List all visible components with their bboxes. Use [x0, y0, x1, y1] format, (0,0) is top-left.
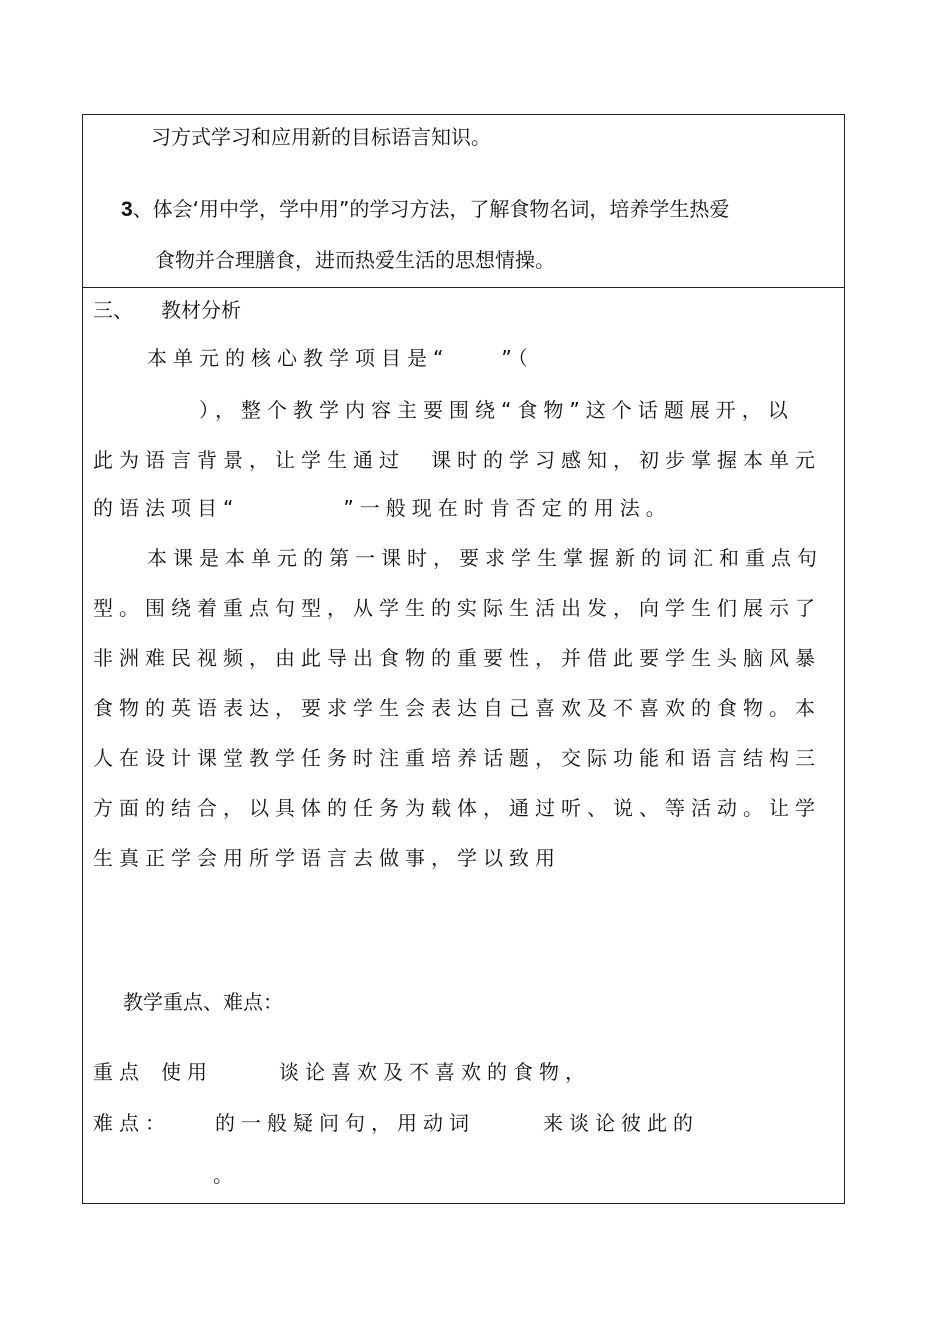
paragraph-line: 本课是本单元的第一课时，要求学生掌握新的词汇和重点句 — [147, 546, 823, 570]
paragraph-line: 食物的英语表达，要求学生会表达自己喜欢及不喜欢的食物。本 — [93, 696, 821, 720]
analysis-cell — [82, 287, 845, 1204]
paragraph-line: 生真正学会用所学语言去做事，学以致用 — [93, 846, 561, 870]
section-number: 三、 — [93, 298, 133, 322]
objective-item-3-cont: 食物并合理膳食，进而热爱生活的思想情操。 — [155, 248, 555, 272]
focus-use: 使用 — [161, 1060, 213, 1084]
paragraph-line: 方面的结合，以具体的任务为载体，通过听、说、等活动。让学 — [93, 796, 821, 820]
key-points-heading: 教学重点、难点： — [123, 990, 283, 1014]
paragraph-line: 此为语言背景，让学生通过 课时的学习感知，初步掌握本单元 — [93, 448, 821, 472]
objective-line: 习方式学习和应用新的目标语言知识。 — [151, 125, 491, 149]
paragraph-line: 人在设计课堂教学任务时注重培养话题，交际功能和语言结构三 — [93, 746, 821, 770]
objective-item-3 — [121, 197, 729, 222]
focus-text: 谈论喜欢及不喜欢的食物， — [279, 1060, 591, 1084]
paragraph-line: 的语法项目“ ”一般现在时肯否定的用法。 — [93, 496, 672, 520]
focus-label: 重点 — [93, 1060, 145, 1084]
paragraph-line: ），整个教学内容主要围绕“食物”这个话题展开，以 — [199, 398, 794, 422]
difficulty-part-1: 的一般疑问句，用动词 — [215, 1111, 475, 1135]
section-title: 教材分析 — [161, 298, 241, 322]
difficulty-end: 。 — [213, 1163, 233, 1187]
objectives-cell — [82, 114, 845, 288]
paragraph-line: 型。围绕着重点句型，从学生的实际生活出发，向学生们展示了 — [93, 596, 821, 620]
item-text: 、体会‘用中学，学中用”的学习方法，了解食物名词，培养学生热爱 — [132, 197, 730, 221]
difficulty-label: 难点： — [93, 1111, 171, 1135]
item-number: 3 — [121, 198, 133, 221]
paragraph-line: 本单元的核心教学项目是“ ”（ — [147, 346, 534, 370]
paragraph-line: 非洲难民视频，由此导出食物的重要性，并借此要学生头脑风暴 — [93, 646, 821, 670]
difficulty-part-2: 来谈论彼此的 — [543, 1111, 699, 1135]
